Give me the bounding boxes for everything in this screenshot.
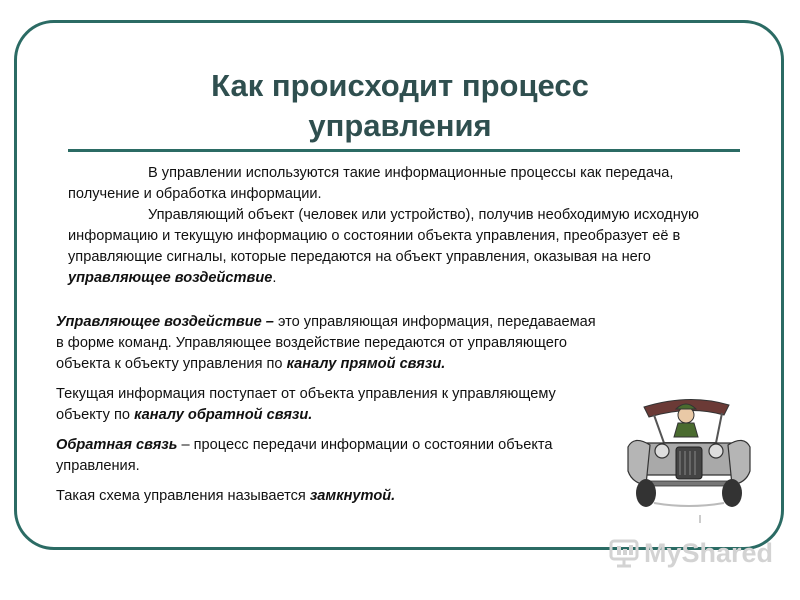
- watermark: [608, 536, 778, 570]
- title-divider: [68, 149, 740, 152]
- body-paragraph-2: [56, 384, 596, 426]
- body-text: [56, 312, 596, 516]
- body-p1-text: это управляющая информация, передаваемая в форме команд. Управляющее воздействие передаются от управляющего объекта к объекту управления по: [56, 314, 596, 372]
- body-p4-emphasis: замкнутой.: [309, 488, 396, 504]
- intro-p2-end: .: [272, 270, 277, 286]
- intro-text: [68, 163, 740, 289]
- car-driver-illustration: [624, 385, 754, 525]
- intro-paragraph-1: [68, 163, 740, 205]
- body-p1-emphasis: Управляющее воздействие –: [56, 314, 274, 330]
- slide-title: [60, 66, 740, 146]
- body-paragraph-3: [56, 435, 596, 477]
- intro-p2-emphasis: управляющее воздействие: [68, 270, 273, 286]
- body-paragraph-1: [56, 312, 596, 375]
- body-p2-text: Текущая информация поступает от объекта управления к управляющему объекту по: [56, 386, 556, 423]
- title-line-1: Как происходит процесс: [211, 68, 589, 103]
- body-p4-text: Такая схема управления называется: [56, 488, 310, 504]
- body-p1-emphasis-2: каналу прямой связи.: [286, 356, 446, 372]
- body-p3-text: – процесс передачи информации о состоянии объекта управления.: [56, 437, 553, 474]
- myshared-icon: [608, 538, 640, 568]
- body-p2-emphasis: каналу обратной связи.: [134, 407, 313, 423]
- title-line-2: управления: [308, 108, 492, 143]
- intro-p1-text: В управлении используются такие информационные процессы как передача, получение и обработка информации.: [68, 165, 674, 202]
- body-paragraph-4: [56, 486, 596, 507]
- intro-p2-text: Управляющий объект (человек или устройство), получив необходимую исходную информацию и текущую информацию о состоянии объекта управления, преобразует её в управляющие сигналы, которые передаются на объект управления, оказывая на него: [68, 207, 699, 265]
- body-p3-emphasis: Обратная связь: [56, 437, 178, 453]
- intro-paragraph-2: [68, 205, 740, 289]
- watermark-text: MyShared: [644, 538, 774, 568]
